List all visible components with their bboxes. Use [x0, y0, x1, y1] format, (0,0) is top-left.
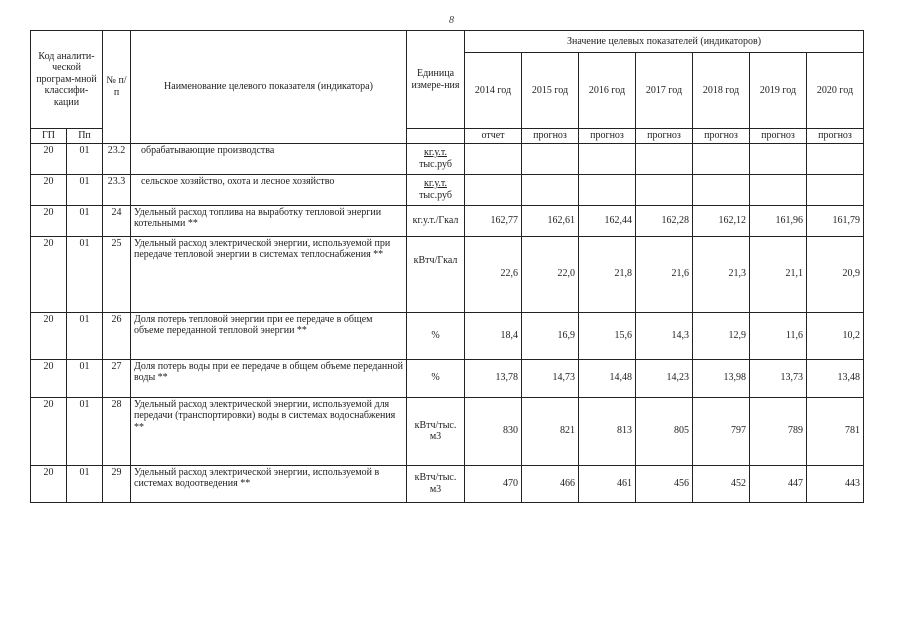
header-status: прогноз: [750, 129, 807, 144]
table-row: [31, 143, 864, 174]
cell-gp: 20: [31, 312, 67, 359]
cell-name: сельское хозяйство, охота и лесное хозяйство: [131, 174, 407, 205]
cell-value: 18,4: [465, 312, 522, 359]
cell-value: 21,3: [693, 236, 750, 312]
cell-pgp: 01: [67, 205, 103, 236]
table-row: [31, 465, 864, 502]
cell-value: 161,96: [750, 205, 807, 236]
cell-value: 447: [750, 465, 807, 502]
cell-name: Удельный расход электрической энергии, используемой в системах водоотведения **: [131, 465, 407, 502]
cell-value: 161,79: [807, 205, 864, 236]
unit-line-2: тыс.руб: [419, 158, 452, 170]
cell-value: 16,9: [522, 312, 579, 359]
header-year: 2018 год: [693, 53, 750, 129]
cell-num: 23.2: [103, 143, 131, 174]
header-code: Код аналити-ческой програм-мной классифи-кации: [31, 31, 103, 129]
cell-pgp: 01: [67, 465, 103, 502]
unit-line-1: кг.у.т.: [424, 147, 447, 158]
cell-value: 162,28: [636, 205, 693, 236]
cell-unit: кВтч/тыс. м3: [407, 397, 465, 465]
cell-gp: 20: [31, 397, 67, 465]
cell-unit: кВтч/Гкал: [407, 236, 465, 312]
cell-value: 11,6: [750, 312, 807, 359]
cell-unit: кг.у.т./Гкал: [407, 205, 465, 236]
cell-name: Доля потерь тепловой энергии при ее передаче в общем объеме переданной тепловой энергии **: [131, 312, 407, 359]
cell-pgp: 01: [67, 174, 103, 205]
cell-value: 456: [636, 465, 693, 502]
cell-name: обрабатывающие производства: [131, 143, 407, 174]
cell-value: 470: [465, 465, 522, 502]
cell-unit: %: [407, 312, 465, 359]
header-status: прогноз: [693, 129, 750, 144]
header-year: 2019 год: [750, 53, 807, 129]
cell-name: Удельный расход электрической энергии, используемой для передачи (транспортировки) воды в системах водоснабжения **: [131, 397, 407, 465]
cell-unit: %: [407, 359, 465, 397]
cell-value: 12,9: [693, 312, 750, 359]
cell-value: 13,73: [750, 359, 807, 397]
cell-value: [636, 174, 693, 205]
cell-value: 21,1: [750, 236, 807, 312]
table-row: [31, 174, 864, 205]
cell-num: 23.3: [103, 174, 131, 205]
cell-gp: 20: [31, 359, 67, 397]
header-unit: Единица измере-ния: [407, 31, 465, 129]
cell-name: Удельный расход электрической энергии, используемой при передаче тепловой энергии в системах теплоснабжения **: [131, 236, 407, 312]
cell-value: 781: [807, 397, 864, 465]
header-year: 2017 год: [636, 53, 693, 129]
cell-value: [807, 174, 864, 205]
header-year: 2020 год: [807, 53, 864, 129]
cell-value: 162,61: [522, 205, 579, 236]
cell-gp: 20: [31, 174, 67, 205]
cell-value: 821: [522, 397, 579, 465]
cell-value: 14,3: [636, 312, 693, 359]
cell-unit: [407, 174, 465, 205]
cell-pgp: 01: [67, 397, 103, 465]
cell-value: 10,2: [807, 312, 864, 359]
cell-value: 13,48: [807, 359, 864, 397]
header-status: отчет: [465, 129, 522, 144]
cell-name: Удельный расход топлива на выработку тепловой энергии котельными **: [131, 205, 407, 236]
cell-gp: 20: [31, 465, 67, 502]
cell-value: [750, 174, 807, 205]
cell-value: 15,6: [579, 312, 636, 359]
cell-value: 14,48: [579, 359, 636, 397]
cell-value: [579, 174, 636, 205]
header-name: Наименование целевого показателя (индикатора): [131, 31, 407, 144]
cell-value: 813: [579, 397, 636, 465]
cell-value: [693, 174, 750, 205]
header-values-title: Значение целевых показателей (индикаторов): [465, 31, 864, 53]
cell-value: [522, 174, 579, 205]
header-gp: ГП: [31, 129, 67, 144]
cell-value: 21,8: [579, 236, 636, 312]
cell-num: 24: [103, 205, 131, 236]
cell-num: 27: [103, 359, 131, 397]
cell-value: [636, 143, 693, 174]
cell-value: 162,77: [465, 205, 522, 236]
header-year: 2016 год: [579, 53, 636, 129]
cell-num: 28: [103, 397, 131, 465]
cell-value: 22,6: [465, 236, 522, 312]
cell-num: 26: [103, 312, 131, 359]
cell-value: [465, 143, 522, 174]
cell-unit: кВтч/тыс. м3: [407, 465, 465, 502]
header-status: прогноз: [579, 129, 636, 144]
cell-value: [465, 174, 522, 205]
cell-value: [750, 143, 807, 174]
cell-num: 29: [103, 465, 131, 502]
header-year: 2015 год: [522, 53, 579, 129]
cell-value: 452: [693, 465, 750, 502]
cell-value: 162,44: [579, 205, 636, 236]
cell-pgp: 01: [67, 236, 103, 312]
cell-value: 830: [465, 397, 522, 465]
cell-gp: 20: [31, 143, 67, 174]
cell-value: 14,23: [636, 359, 693, 397]
page-number: 8: [449, 15, 454, 26]
cell-value: 13,98: [693, 359, 750, 397]
cell-value: [579, 143, 636, 174]
unit-line-1: кг.у.т.: [424, 178, 447, 189]
cell-pgp: 01: [67, 143, 103, 174]
cell-value: 21,6: [636, 236, 693, 312]
cell-pgp: 01: [67, 312, 103, 359]
cell-value: 466: [522, 465, 579, 502]
header-unit-blank: [407, 129, 465, 144]
cell-value: 162,12: [693, 205, 750, 236]
cell-value: 13,78: [465, 359, 522, 397]
cell-name: Доля потерь воды при ее передаче в общем объеме переданной воды **: [131, 359, 407, 397]
unit-line-2: тыс.руб: [419, 189, 452, 201]
header-pgp: Пп: [67, 129, 103, 144]
cell-unit: [407, 143, 465, 174]
header-status: прогноз: [522, 129, 579, 144]
cell-pgp: 01: [67, 359, 103, 397]
cell-value: 789: [750, 397, 807, 465]
header-year: 2014 год: [465, 53, 522, 129]
cell-value: [522, 143, 579, 174]
cell-value: 805: [636, 397, 693, 465]
cell-value: 22,0: [522, 236, 579, 312]
header-num: № п/п: [103, 31, 131, 144]
table-row: [31, 312, 864, 359]
cell-value: [693, 143, 750, 174]
cell-value: 797: [693, 397, 750, 465]
cell-value: 14,73: [522, 359, 579, 397]
cell-value: 461: [579, 465, 636, 502]
table-row: [31, 205, 864, 236]
table-row: [31, 397, 864, 465]
cell-gp: 20: [31, 236, 67, 312]
table-row: [31, 359, 864, 397]
cell-num: 25: [103, 236, 131, 312]
cell-value: 20,9: [807, 236, 864, 312]
cell-gp: 20: [31, 205, 67, 236]
header-status: прогноз: [807, 129, 864, 144]
header-status: прогноз: [636, 129, 693, 144]
cell-value: 443: [807, 465, 864, 502]
table-row: [31, 236, 864, 312]
indicators-table: [30, 30, 864, 503]
cell-value: [807, 143, 864, 174]
